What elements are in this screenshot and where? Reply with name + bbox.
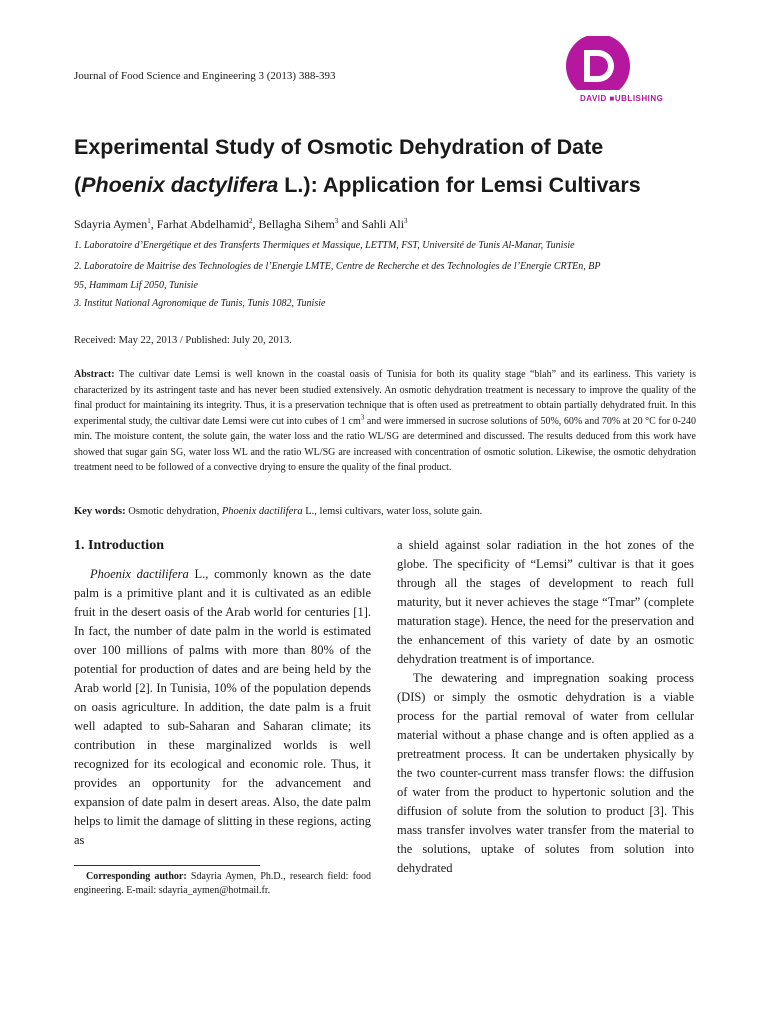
left-column [74, 565, 371, 850]
author: Sdayria Aymen [74, 217, 148, 231]
affiliation-3: 3. Institut National Agronomique de Tunis, Tunis 1082, Tunisie [74, 298, 326, 309]
journal-citation: Journal of Food Science and Engineering 3 (2013) 388-393 [74, 70, 336, 82]
right-column [397, 536, 694, 878]
affiliation-1: 1. Laboratoire d’Energétique et des Transferts Thermiques et Massique, LETTM, FST, Université de Tunis Al-Manar, Tunisie [74, 240, 575, 251]
title-line-2: (Phoenix dactylifera L.): Application for Lemsi Cultivars [74, 173, 641, 197]
affiliation-2-cont: 95, Hammam Lif 2050, Tunisie [74, 280, 198, 291]
publisher-logo-text: DAVID ■UBLISHING [580, 94, 664, 103]
section-heading-introduction: 1. Introduction [74, 538, 164, 553]
abstract: Abstract: The cultivar date Lemsi is well known in the coastal oasis of Tunisia for both its quality stage “blah” and its earliness. This variety is characterized by its astringent taste and has never been studied extensively. An osmotic dehydration treatment is necessary to improve the quality of the final product for maintaining its integrity. Thus, it is a preservation technique that is often used as pretreatment to obtain partially dehydrated fruit. In this experimental study, the cultivar date Lemsi were cut into cubes of 1 $cm^3$ and were immersed in sucrose solutions of 50%, 60% and 70% at 20 °C for 0-240 min. The moisture content, the solute gain, the water loss and the ratio WL/SG are determined and discussed. The results deduced from this work have showed that sugar gain SG, water loss WL and the ratio WL/SG are increased with concentration of osmotic solution. Likewise, the osmotic dehydration treatment need to be followed of a convective drying to ensure the quality of the final product. [74, 369, 696, 473]
keywords: Key words: Osmotic dehydration, Phoenix dactilifera L., lemsi cultivars, water loss, solute gain. [74, 506, 483, 517]
author: Bellagha Sihem [258, 217, 335, 231]
author: Farhat Abdelhamid [156, 217, 250, 231]
paragraph: a shield against solar radiation in the hot zones of the globe. The specificity of “Lemsi” cultivar is that it goes through all the stages of development to reach full maturity, but it never achieves the stage “Tmar” (complete maturation stage). Hence, the need for the preservation and the enhancement of this variety of date by an osmotic dehydration treatment is of importance. [397, 538, 694, 666]
received-dates: Received: May 22, 2013 / Published: July 20, 2013. [74, 335, 292, 346]
footnote-rule [74, 865, 260, 866]
author: Sahli Ali [361, 217, 405, 231]
paper-title [74, 128, 714, 204]
title-line-1: Experimental Study of Osmotic Dehydration of Date [74, 135, 604, 159]
paragraph: The dewatering and impregnation soaking process (DIS) or simply the osmotic dehydration is a viable process for the partial removal of water from cellular material without a phase change and is often applied as a pretreatment process. It can be undertaken physically by the two counter-current mass transfer flows: the diffusion of water from the product to hypertonic solution and the diffusion of solute from the solution to product [3]. This mass transfer involves water transfer from the material to the solutions, uptake of solutes from solution into dehydrated [397, 671, 694, 875]
affiliation-2: 2. Laboratoire de Maitrise des Technologies de l’Energie LMTE, Centre de Recherche et des Technologies de l’Energie CRTEn, BP [74, 261, 601, 272]
author-list: Sdayria Aymen$^1$, Farhat Abdelhamid$^2$, Bellagha Sihem$^3$ and Sahli Ali$^3$ [74, 217, 408, 231]
paragraph: Phoenix dactilifera L., commonly known as the date palm is a primitive plant and it is cultivated as an edible fruit in the desert oasis of the Arab world for centuries [1]. In fact, the number of date palm in the world is estimated over 100 millions of palms with more than 80% of the potential for production of dates and are being held by the Arab world [2]. In Tunisia, 10% of the population depends on oasis agriculture. In addition, the date palm is a fruit well adapted to sub-Saharan and Saharan climate; its contribution in these marginalized worlds is well recognized for its ecological and economic role. Thus, it provides an opportunity for the advancement and expansion of date palm in desert areas. Also, the date palm helps to limit the damage of slitting in these regions, acting as [74, 567, 372, 847]
corresponding-author-footnote: Corresponding author: Sdayria Aymen, Ph.D., research field: food engineering. E-mail: sdayria_aymen@hotmail.fr. [74, 871, 371, 896]
